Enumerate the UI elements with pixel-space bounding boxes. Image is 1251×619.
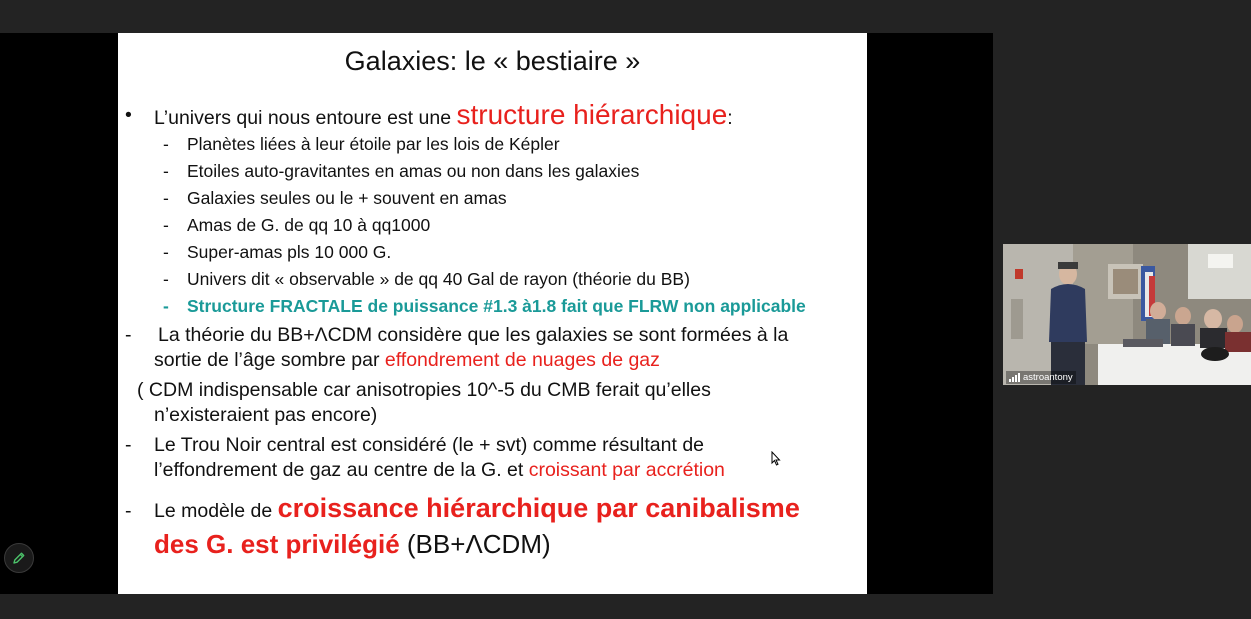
bullet-hierarchical-structure: L’univers qui nous entoure est une structure hiérarchique: [154,99,733,130]
top-bar [0,0,1251,33]
slide-title: Galaxies: le « bestiaire » [344,46,641,76]
bullet-marker: • [125,104,132,126]
sub-item-fractal: Structure FRACTALE de puissance #1.3 à1.8 fait que FLRW non applicable [187,296,806,316]
participant-name-label [1006,371,1076,384]
bullet-dash: - [125,500,132,522]
participant-video [1003,244,1251,385]
bullet-dash: - [125,434,132,456]
sub-dash: - [163,269,169,289]
bottom-bar [0,594,1251,619]
pen-icon [12,551,26,565]
bullet-theory-line2: sortie de l’âge sombre par effondrement de nuages de gaz [154,349,660,371]
sub-dash: - [163,161,169,181]
cdm-note-line2: n’existeraient pas encore) [154,404,378,426]
annotate-button[interactable] [4,543,34,573]
presentation-slide [118,33,867,594]
cdm-note-line1: ( CDM indispensable car anisotropies 10^-5 du CMB ferait qu’elles [137,379,711,401]
sub-dash: - [163,188,169,208]
sub-item: Amas de G. de qq 10 à qq1000 [187,215,431,235]
sub-item: Etoiles auto-gravitantes en amas ou non dans les galaxies [187,161,640,181]
participant-name: astroantony [1023,372,1073,383]
mouse-cursor-icon [771,451,781,466]
sub-dash: - [163,242,169,262]
bullet-model-line1: Le modèle de croissance hiérarchique par canibalisme [154,493,800,523]
bullet-theory-line1: La théorie du BB+ΛCDM considère que les galaxies se sont formées à la [158,324,789,346]
sub-item: Galaxies seules ou le + souvent en amas [187,188,507,208]
sub-item: Planètes liées à leur étoile par les lois de Képler [187,134,560,154]
sub-dash: - [163,215,169,235]
bullet-dash: - [125,324,132,346]
sub-item: Univers dit « observable » de qq 40 Gal de rayon (théorie du BB) [187,269,690,289]
bullet-black-hole-line2: l’effondrement de gaz au centre de la G. et croissant par accrétion [154,459,725,481]
signal-icon [1009,374,1020,382]
sub-dash: - [163,296,169,316]
bullet-black-hole-line1: Le Trou Noir central est considéré (le + svt) comme résultant de [154,434,705,456]
bullet-model-line2: des G. est privilégié (BB+ΛCDM) [154,529,551,559]
sub-item: Super-amas pls 10 000 G. [187,242,392,262]
participant-video-tile[interactable] [1003,244,1251,385]
sub-dash: - [163,134,169,154]
